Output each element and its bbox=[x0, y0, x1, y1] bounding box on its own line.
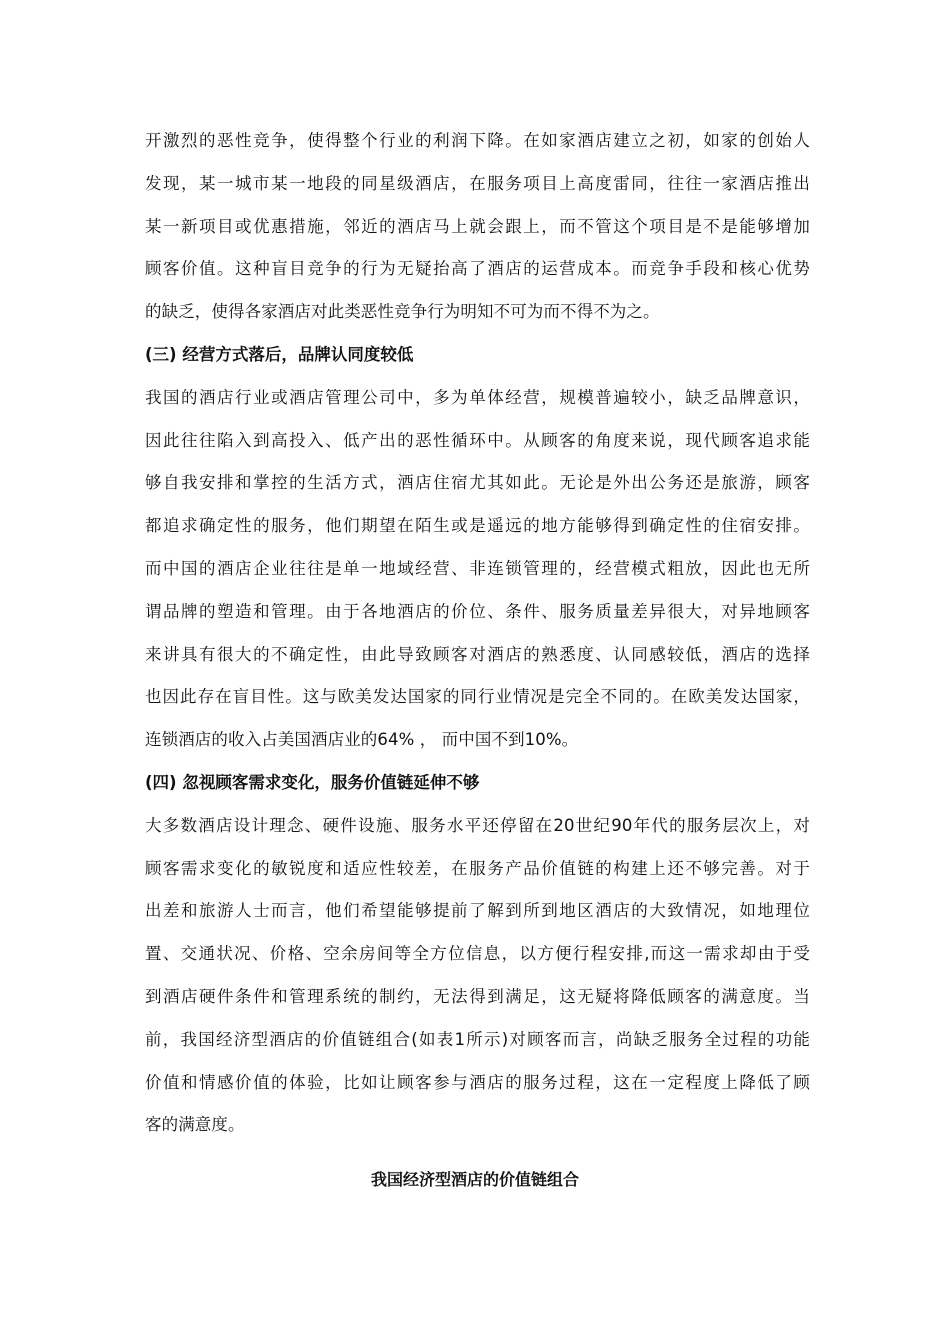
paragraph-line: 到酒店硬件条件和管理系统的制约，无法得到满足，这无疑将降低顾客的满意度。当 bbox=[145, 986, 810, 1006]
paragraph-line: 发现，某一城市某一地段的同星级酒店，在服务项目上高度雷同，往往一家酒店推出 bbox=[145, 173, 810, 193]
paragraph-line: 置、交通状况、价格、空余房间等全方位信息，以方便行程安排,而这一需求却由于受 bbox=[145, 944, 810, 964]
paragraph-line: 连锁酒店的收入占美国酒店业的64% ， 而中国不到10%。 bbox=[145, 730, 579, 750]
paragraph-line: 我国的酒店行业或酒店管理公司中，多为单体经营，规模普遍较小，缺乏品牌意识， bbox=[145, 387, 810, 407]
table-title: 我国经济型酒店的价值链组合 bbox=[370, 1170, 579, 1189]
paragraph-line: 大多数酒店设计理念、硬件设施、服务水平还停留在20世纪90年代的服务层次上，对 bbox=[145, 815, 810, 835]
section-heading-4: (四) 忽视顾客需求变化，服务价值链延伸不够 bbox=[145, 772, 480, 792]
section-heading-3: (三) 经营方式落后，品牌认同度较低 bbox=[145, 344, 414, 364]
paragraph-line: 因此往往陷入到高投入、低产出的恶性循环中。从顾客的角度来说，现代顾客追求能 bbox=[145, 430, 810, 450]
paragraph-line: 某一新项目或优惠措施，邻近的酒店马上就会跟上，而不管这个项目是不是能够增加 bbox=[145, 216, 810, 236]
paragraph-line: 而中国的酒店企业往往是单一地域经营、非连锁管理的，经营模式粗放，因此也无所 bbox=[145, 558, 810, 578]
document-body bbox=[145, 120, 810, 1147]
paragraph-line: 价值和情感价值的体验，比如让顾客参与酒店的服务过程，这在一定程度上降低了顾 bbox=[145, 1072, 810, 1092]
paragraph-line: 顾客需求变化的敏锐度和适应性较差，在服务产品价值链的构建上还不够完善。对于 bbox=[145, 858, 810, 878]
paragraph-line: 顾客价值。这种盲目竞争的行为无疑抬高了酒店的运营成本。而竞争手段和核心优势 bbox=[145, 259, 810, 279]
paragraph-line: 开激烈的恶性竞争，使得整个行业的利润下降。在如家酒店建立之初，如家的创始人 bbox=[145, 131, 810, 150]
paragraph-line: 客的满意度。 bbox=[145, 1115, 245, 1135]
paragraph-line: 谓品牌的塑造和管理。由于各地酒店的价位、条件、服务质量差异很大，对异地顾客 bbox=[145, 601, 810, 621]
paragraph-line: 都追求确定性的服务，他们期望在陌生或是遥远的地方能够得到确定性的住宿安排。 bbox=[145, 516, 810, 536]
paragraph-line: 够自我安排和掌控的生活方式，酒店住宿尤其如此。无论是外出公务还是旅游，顾客 bbox=[145, 473, 810, 493]
paragraph-line: 也因此存在盲目性。这与欧美发达国家的同行业情况是完全不同的。在欧美发达国家， bbox=[145, 687, 810, 707]
paragraph-line: 前，我国经济型酒店的价值链组合(如表1所示)对顾客而言，尚缺乏服务全过程的功能 bbox=[145, 1029, 810, 1049]
paragraph-line: 的缺乏，使得各家酒店对此类恶性竞争行为明知不可为而不得不为之。 bbox=[145, 302, 660, 322]
paragraph-line: 来讲具有很大的不确定性，由此导致顾客对酒店的熟悉度、认同感较低，酒店的选择 bbox=[145, 644, 810, 664]
paragraph-line: 出差和旅游人士而言，他们希望能够提前了解到所到地区酒店的大致情况，如地理位 bbox=[145, 901, 810, 921]
